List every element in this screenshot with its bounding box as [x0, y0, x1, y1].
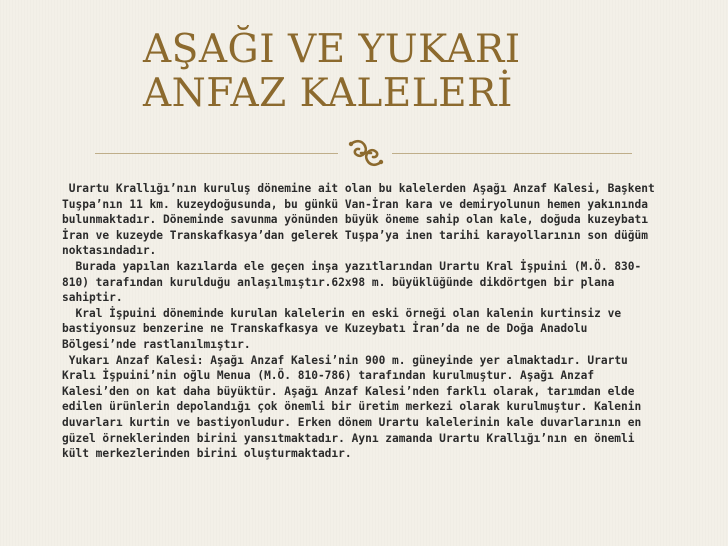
- title-divider-left: [95, 153, 338, 154]
- paragraph-yukari-anzaf: Yukarı Anzaf Kalesi: Aşağı Anzaf Kalesi’nin 900 m. güneyinde yer almaktadır. Urartu Kralı İşpuini’nin oğlu Menua (M.Ö. 810-786) tarafından kurulmuştur. Aşağı Anzaf Kalesi’den on kat daha büyüktür. Aşağı Anzaf Kalesi’nden farklı olarak, tarımdan elde edilen ürünlerin depolandığı çok önemli bir üretim merkezi olarak kurulmuştur. Kalenin duvarları kurtin ve bastiyonludur. Erken dönem Urartu kalelerinin kale duvarlarının en güzel örneklerinden birini yansıtmaktadır. Aynı zamanda Urartu Krallığı’nın en önemli kült merkezlerinden birini oluşturmaktadır.: [62, 353, 648, 461]
- paragraph-oldest-example: Kral İşpuini döneminde kurulan kalelerin en eski örneği olan kalenin kurtinsiz ve bastiyonsuz benzerine ne Transkafkasya ve Kuzeybatı İran’da ne de Doğa Anadolu Bölgesi’nde rastlanılmıştır.: [62, 306, 628, 351]
- slide-body: [62, 181, 664, 462]
- paragraph-ispuini-founding: Burada yapılan kazılarda ele geçen inşa yazıtlarından Urartu Kral İşpuini (M.Ö. 830-810) tarafından kurulduğu anlaşılmıştır.62x98 m. büyüklüğünde dikdörtgen bir plana sahiptir.: [62, 259, 642, 305]
- title-divider-right: [392, 153, 632, 154]
- scroll-ornament-icon: [347, 138, 385, 168]
- paragraph-asagi-anzaf-intro: Urartu Krallığı’nın kuruluş dönemine ait olan bu kalelerden Aşağı Anzaf Kalesi, Başkent Tuşpa’nın 11 km. kuzeydoğusunda, bu günkü Van-İran kara ve demiryolunun hemen yakınında bulunmaktadır. Döneminde savunma yönünden büyük öneme sahip olan kale, doğuda kuzeybatı İran ve kuzeyde Transkafkasya’dan gelerek Tuşpa’ya inen tarihi karayollarının son düğüm noktasındadır.: [62, 182, 662, 258]
- slide-title: AŞAĞI VE YUKARI ANFAZ KALELERİ: [143, 27, 521, 116]
